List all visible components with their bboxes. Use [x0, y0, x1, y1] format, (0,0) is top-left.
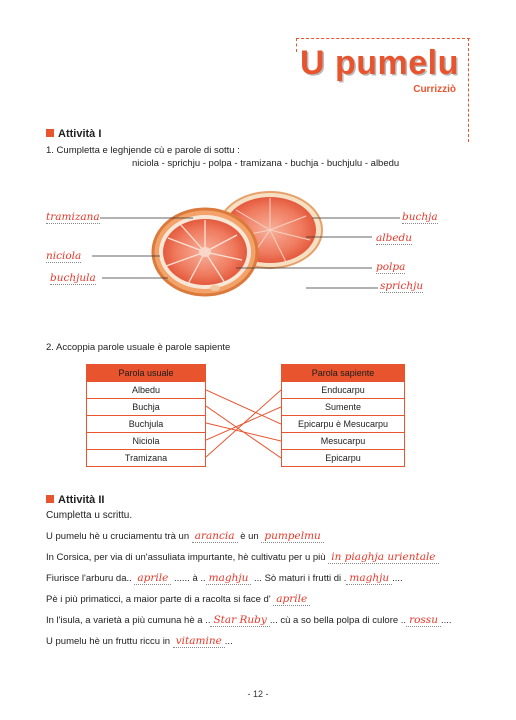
label-left-3: [50, 272, 96, 284]
line-text: Fiurisce l'arburu da..: [46, 573, 135, 584]
scientific-word[interactable]: Sumente: [282, 399, 405, 416]
answer-field[interactable]: maghju: [206, 572, 252, 585]
fill-line-6: [46, 635, 233, 647]
answer-field[interactable]: maghju: [346, 572, 392, 585]
activity2-heading: [46, 494, 104, 506]
scientific-word[interactable]: Enducarpu: [282, 382, 405, 399]
label-left-1-text: tramizana: [46, 211, 100, 223]
usual-word[interactable]: Albedu: [87, 382, 206, 399]
table-scientific-header: Parola sapiente: [282, 365, 405, 382]
line-text: U pumelu hè u cruciamentu trà un: [46, 531, 192, 542]
bullet-square-icon: [46, 495, 54, 503]
label-left-1: [46, 211, 100, 223]
scientific-word[interactable]: Mesucarpu: [282, 433, 405, 450]
line-text: U pumelu hè un fruttu riccu in: [46, 636, 173, 647]
bullet-square-icon: [46, 129, 54, 137]
label-right-4-text: sprichju: [380, 280, 424, 292]
usual-word[interactable]: Buchjula: [87, 416, 206, 433]
line-text: ...: [224, 636, 233, 647]
table-scientific-words: [281, 364, 405, 467]
usual-word[interactable]: Buchja: [87, 399, 206, 416]
line-text: In Corsica, per via di un'assuliata impurtante, hè cultivatu per u più: [46, 552, 329, 563]
activity2-instruction: Cumpletta u scrittu.: [46, 510, 133, 521]
activity2-heading-text: Attività II: [58, 494, 105, 506]
line-text: ....: [392, 573, 403, 584]
table-usual-words: [86, 364, 206, 467]
label-right-2-text: albedu: [376, 232, 413, 244]
usual-word[interactable]: Niciola: [87, 433, 206, 450]
label-left-2: [46, 250, 81, 262]
answer-field[interactable]: in piaghja urientale: [328, 551, 438, 564]
line-text: ... Sò maturi i frutti di .: [251, 573, 347, 584]
label-left-3-text: buchjula: [50, 272, 96, 284]
header-frame-top: [296, 38, 470, 39]
label-right-4: [380, 280, 423, 292]
fill-line-2: [46, 551, 439, 563]
answer-field[interactable]: Star Ruby: [210, 614, 269, 627]
page-number: - 12 -: [247, 689, 269, 699]
activity1-heading-text: Attività I: [58, 128, 102, 140]
activity1-question1: 1. Cumpletta e leghjende cù e parole di sottu :: [46, 145, 240, 156]
answer-field[interactable]: aprile: [273, 593, 310, 606]
answer-field[interactable]: rossu: [406, 614, 441, 627]
line-text: ...... à ..: [171, 573, 206, 584]
fill-line-3: [46, 572, 403, 584]
table-usual-header: Parola usuale: [87, 365, 206, 382]
grapefruit-illustration: [0, 180, 516, 310]
word-list: niciola - sprichju - polpa - tramizana - buchja - buchjulu - albedu: [132, 158, 400, 169]
label-right-3: [376, 261, 405, 273]
matching-lines: [206, 364, 281, 466]
line-text: In l'isula, a varietà a più cumuna hè a ..: [46, 615, 211, 626]
header-frame-tick: [296, 38, 297, 52]
line-text: è un: [237, 531, 262, 542]
line-text: ....: [440, 615, 452, 626]
scientific-word[interactable]: Epicarpu: [282, 450, 405, 467]
fill-line-5: [46, 614, 452, 626]
fill-line-4: [46, 593, 310, 605]
page-title: U pumelu: [300, 44, 459, 82]
page-subtitle: Currizziò: [413, 84, 456, 95]
answer-field[interactable]: aprile: [134, 572, 171, 585]
usual-word[interactable]: Tramizana: [87, 450, 206, 467]
label-left-2-text: niciola: [46, 250, 82, 262]
activity1-question2: 2. Accoppia parole usuale è parole sapiente: [46, 342, 231, 353]
line-text: Pè i più primaticci, a maior parte di a racolta si face d': [46, 594, 274, 605]
activity1-heading: [46, 128, 101, 140]
label-right-2: [376, 232, 412, 244]
label-right-1-text: buchja: [402, 211, 438, 223]
answer-field[interactable]: arancia: [192, 530, 238, 543]
label-right-1: [402, 211, 438, 223]
line-text: ... cù a so bella polpa di culore ..: [269, 615, 407, 626]
fill-line-1: [46, 530, 324, 542]
scientific-word[interactable]: Epicarpu è Mesucarpu: [282, 416, 405, 433]
answer-field[interactable]: vitamine: [173, 635, 225, 648]
answer-field[interactable]: pumpelmu: [261, 530, 323, 543]
header-frame-side: [468, 38, 469, 142]
label-right-3-text: polpa: [376, 261, 406, 273]
